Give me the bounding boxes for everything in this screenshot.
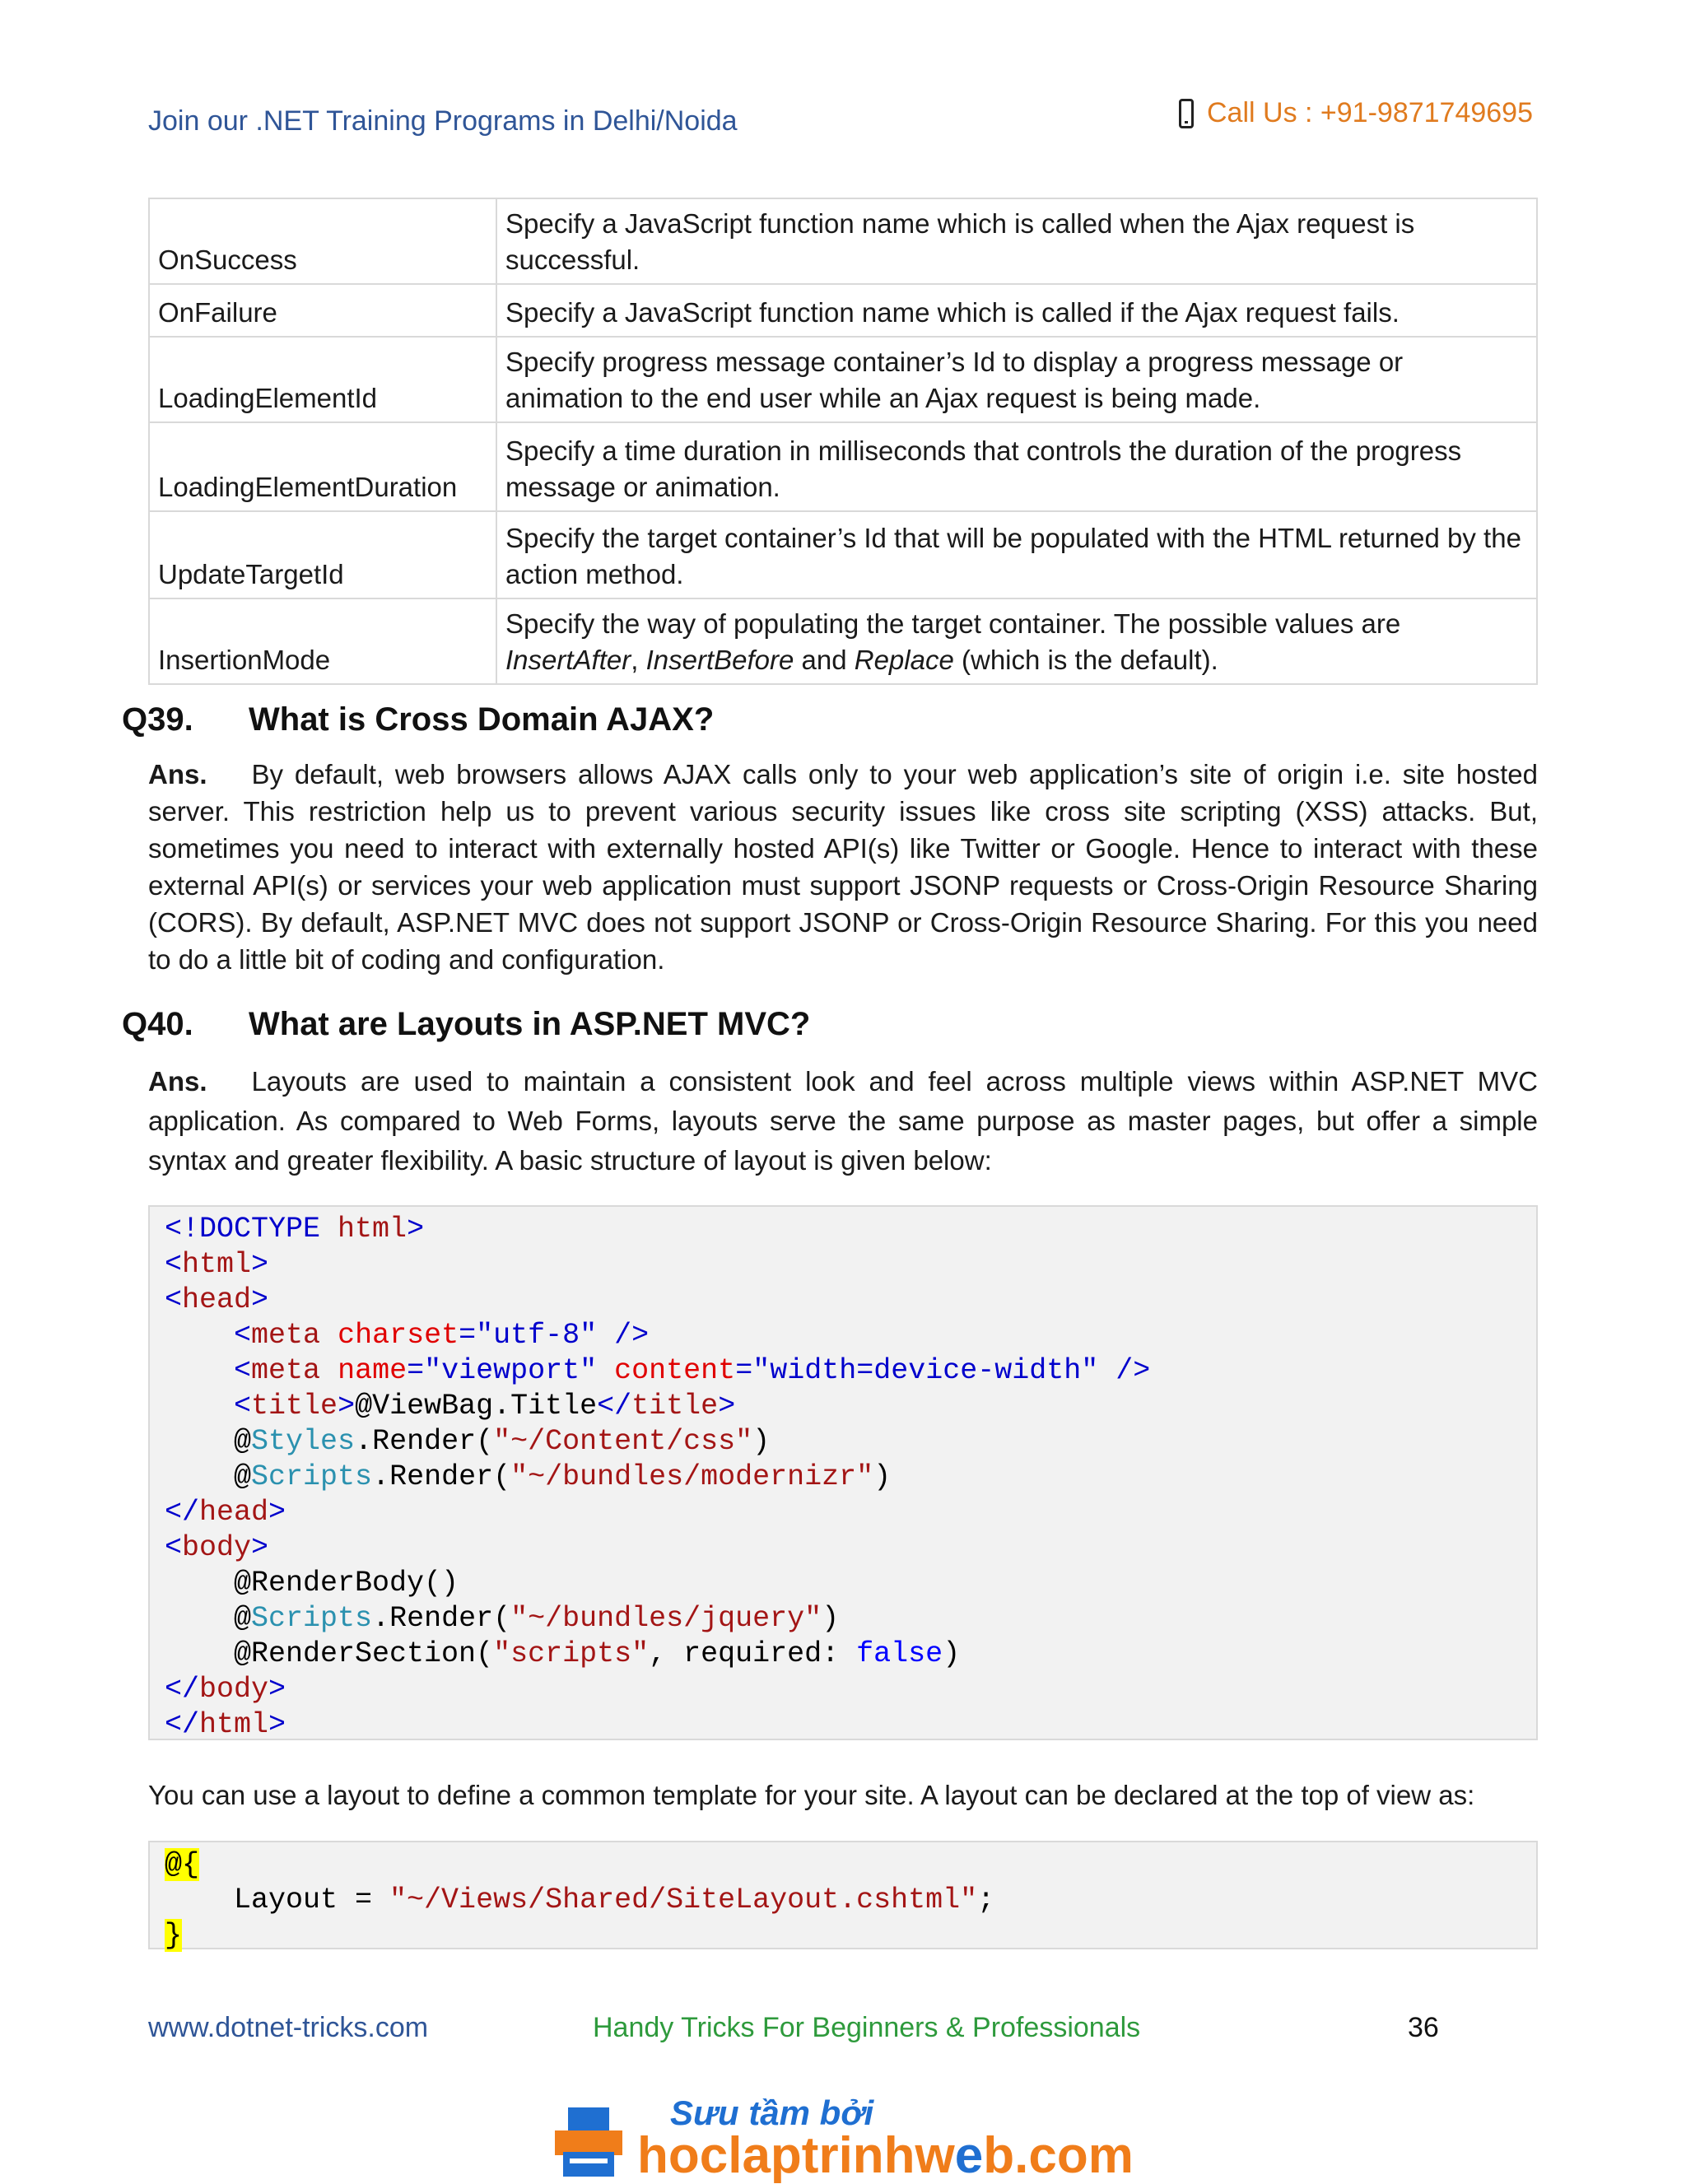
q40-title: What are Layouts in ASP.NET MVC?	[249, 1006, 811, 1042]
layout-declaration-code	[148, 1841, 1538, 1952]
table-row	[149, 337, 1537, 422]
code-line: @Styles.Render("~/Content/css")	[165, 1425, 771, 1458]
property-description: Specify progress message container’s Id to display a progress message or animation to the end user while an Ajax request is being made.	[496, 337, 1537, 422]
ajax-options-table	[148, 198, 1538, 685]
code-line: @Scripts.Render("~/bundles/jquery")	[165, 1602, 840, 1635]
q39-number: Q39.	[122, 701, 193, 738]
page-number: 36	[1408, 2012, 1439, 2043]
property-name: UpdateTargetId	[149, 511, 496, 598]
footer-tagline: Handy Tricks For Beginners & Professionals	[593, 2012, 1141, 2043]
code-line: }	[165, 1919, 183, 1952]
phone-icon	[1179, 99, 1194, 128]
code-line: <meta charset="utf-8" />	[234, 1319, 650, 1352]
code-line: @RenderSection("scripts", required: false)	[165, 1637, 961, 1670]
code-line: Layout = "~/Views/Shared/SiteLayout.cshtml";	[165, 1884, 995, 1916]
code-line: @RenderBody()	[165, 1567, 459, 1600]
property-description: Specify the way of populating the target container. The possible values are InsertAfter, InsertBefore and Replace (which is the default).	[496, 598, 1537, 684]
code-line: </head>	[165, 1496, 286, 1529]
q39-title: What is Cross Domain AJAX?	[249, 701, 715, 738]
property-description: Specify the target container’s Id that will be populated with the HTML returned by the action method.	[496, 511, 1537, 598]
property-name: OnSuccess	[149, 198, 496, 284]
q40-heading	[122, 1006, 810, 1043]
footer-site: www.dotnet-tricks.com	[148, 2012, 429, 2043]
header-call	[1179, 97, 1533, 129]
q40-number: Q40.	[122, 1006, 193, 1042]
q40-answer	[148, 1062, 1538, 1180]
code-line: <!DOCTYPE html>	[165, 1213, 425, 1246]
code-line: <head>	[165, 1283, 269, 1316]
q39-answer	[148, 756, 1538, 978]
table-row	[149, 511, 1537, 598]
property-name: LoadingElementId	[149, 337, 496, 422]
code-line: </body>	[165, 1673, 286, 1706]
code-line: <body>	[165, 1531, 269, 1564]
watermark-top-text: Sưu tầm bởi	[670, 2093, 874, 2132]
code-line: <title>@ViewBag.Title</title>	[234, 1390, 736, 1423]
property-description: Specify a JavaScript function name which is called when the Ajax request is successful.	[496, 198, 1537, 284]
table-row	[149, 198, 1537, 284]
property-name: LoadingElementDuration	[149, 422, 496, 511]
code-line: @{	[165, 1848, 200, 1881]
q40-answer-text: Layouts are used to maintain a consistent look and feel across multiple views within ASP.NET MVC application. As compared to Web Forms, layouts serve the same purpose as master pages, but offer a simple syntax and greater flexibility. A basic structure of layout is given below:	[148, 1066, 1538, 1176]
table-row	[149, 598, 1537, 684]
printer-logo-icon	[552, 2103, 626, 2182]
q39-answer-text: By default, web browsers allows AJAX calls only to your web application’s site of origin i.e. site hosted server. This restriction help us to prevent various security issues like cross site scripting (XSS) attacks. But, sometimes you need to interact with externally hosted API(s) like Twitter or Google. Hence to interact with these external API(s) or services your web application must support JSONP requests or Cross-Origin Resource Sharing (CORS). By default, ASP.NET MVC does not support JSONP or Cross-Origin Resource Sharing. For this you need to do a little bit of coding and configuration.	[148, 759, 1538, 975]
code-line: </html>	[165, 1708, 286, 1741]
code-line: <meta name="viewport" content="width=device-width" />	[234, 1354, 1151, 1387]
q40-ans-label: Ans.	[148, 1066, 207, 1097]
code-line: <html>	[165, 1248, 269, 1281]
layout-code-block	[148, 1205, 1538, 1740]
property-name: OnFailure	[149, 284, 496, 337]
property-name: InsertionMode	[149, 598, 496, 684]
watermark-logo	[552, 2091, 1134, 2182]
code-line: @Scripts.Render("~/bundles/modernizr")	[165, 1460, 892, 1493]
property-description: Specify a JavaScript function name which is called if the Ajax request fails.	[496, 284, 1537, 337]
layout-note: You can use a layout to define a common template for your site. A layout can be declared at the top of view as:	[148, 1780, 1475, 1810]
header-call-text: Call Us : +91-9871749695	[1207, 97, 1533, 128]
property-description: Specify a time duration in milliseconds that controls the duration of the progress message or animation.	[496, 422, 1537, 511]
watermark-main-text: hoclaptrinhweb.com	[637, 2127, 1134, 2184]
q39-heading	[122, 701, 714, 738]
table-row	[149, 422, 1537, 511]
table-row	[149, 284, 1537, 337]
q39-ans-label: Ans.	[148, 759, 207, 789]
header-training-text: Join our .NET Training Programs in Delhi/Noida	[148, 105, 738, 137]
